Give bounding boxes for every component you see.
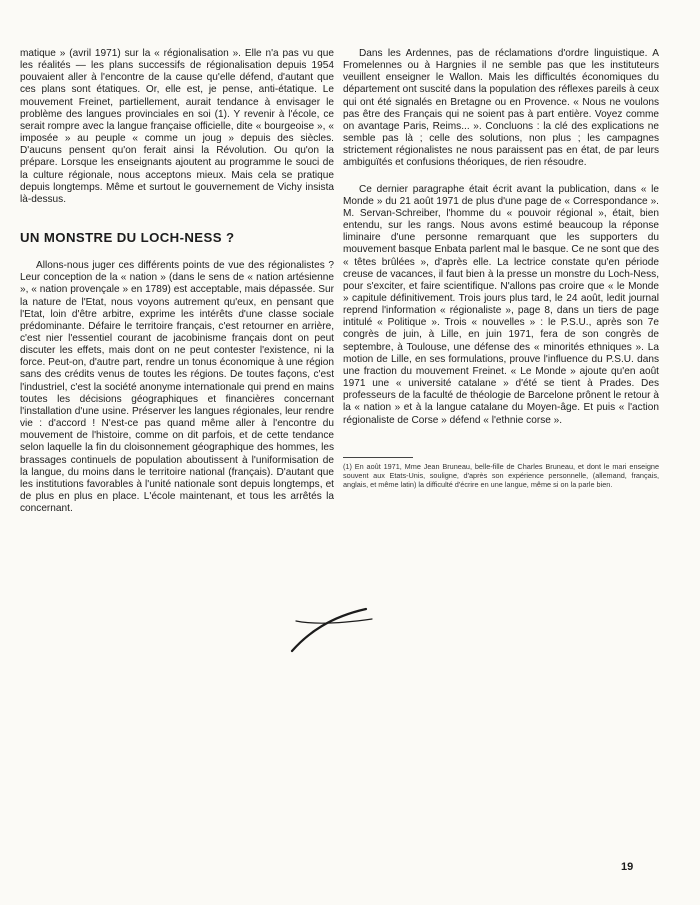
paragraph-spacer <box>343 170 659 184</box>
left-column <box>20 48 334 515</box>
footnote-rule <box>343 457 413 458</box>
footnote-spacer <box>343 427 659 457</box>
monde-paragraph: Ce dernier paragraphe était écrit avant la publication, dans « le Monde » du 21 août 1971 de plus d'une page de « Correspondance ». M. Servan-Schreiber, l'homme du « pouvoir régional », était, bien entendu, sur les rangs. Nous avons estimé beaucoup la réponse liminaire d'une personne remarquant que les supporters du mouvement basque Enbata parlent mal le basque. Ce ne sont que des « têtes brûlées », d'après elle. La lectrice constate qu'en période creuse de vacances, il faut bien à la presse un monstre du Loch-Ness, pour s'exciter, et faire scientifique. N'allons pas croire que « le Monde » capitule définitivement. Trois jours plus tard, le 24 août, ledit journal reprend l'information « régionaliste », page 8, dans un tiers de page intitulé « Politique ». Trois « nouvelles » : le P.S.U., après son 7e congrès de juin, à Lille, en juin 1971, fera de son congrès de septembre, à Toulouse, une défense des « minorités ethniques ». La motion de Lille, en ses formulations, prouve l'influence du P.S.U. dans une fraction du mouvement Freinet. « Le Monde » ajoute qu'en août 1971 une « université catalane » d'été se tient à Prades. Des professeurs de la faculté de théologie de Barcelone prônent le retour à la « nation » et à la langue catalane du Moyen-âge. Et puis « l'action régionaliste de Corse » défend « l'ethnie corse ». <box>343 183 659 426</box>
section-spacer <box>20 206 334 230</box>
page-number: 19 <box>621 861 634 873</box>
body-paragraph: Allons-nous juger ces différents points de vue des régionalistes ? Leur conception de la « nation » (dans le sens de « nation artésienne », « nation provençale » en 1789) est acceptable, mais dépassée. Sur la nature de l'Etat, nous voyons autrement qu'eux, en pensant que l'Etat, loin d'être arbitre, exprime les intérêts d'une classe sociale prédominante. Défaire le territoire français, c'est retourner en arrière, c'est nier l'essentiel courant de jacobinisme français dont on peut discuter les effets, mais dont on ne peut contester l'existence, ni la force. Peut-on, d'autre part, rendre un tonus économique à une région sans des crédits venus de toutes les régions. De toutes façons, c'est l'industriel, c'est la société anonyme internationale qui prend en mains toutes les décisions géographiques et financières concernant l'installation d'une usine. Préserver les langues régionales, leur rendre vie : d'accord ! N'est-ce pas quand même aller à l'encontre du mouvement de l'histoire, comme on dit parfois, et de cette tendance selon laquelle la fin du cloisonnement géographique des hommes, les brassages continuels de population aboutissent à l'uniformisation de la langue, du moins dans le territoire national (français). D'autant que les institutions favorables à l'unité nationale sont depuis longtemps, et de plus en plus en place. L'école maintenant, et tous les arrêtés la concernant. <box>20 260 334 515</box>
ardennes-paragraph: Dans les Ardennes, pas de réclamations d'ordre linguistique. A Fromelennes ou à Hargnies il ne semble pas que les instituteurs veuillent enseigner le Wallon. Mais les difficultés économiques du département ont suscité dans la population des réflexes pareils à ceux qui ont été signalés en Bretagne ou en Provence. « Nous ne voulons pas être des Français qui ne soient pas à part entière. Voyez comme on avantage Paris, Reims... ». Concluons : la clé des explications ne semble pas là ; celle des solutions, non plus ; les campagnes strictement régionalistes ne nous paraissent pas en état, de par leurs ambiguïtés et confusions théoriques, de rien résoudre. <box>343 48 659 169</box>
swash-ornament-icon <box>286 605 376 655</box>
heading-spacer <box>20 246 334 260</box>
section-heading: UN MONSTRE DU LOCH-NESS ? <box>20 230 235 246</box>
intro-paragraph: matique » (avril 1971) sur la « régionalisation ». Elle n'a pas vu que les réalités — les plans successifs de régionalisation depuis 1954 pouvaient aller à l'encontre de la cause qu'elle défend, d'autant que ces plans sont étatiques. Or, elle est, je pense, anti-étatique. Le mouvement Freinet, partiellement, aurait tendance à envisager le problème des langues provinciales en soi (1). Y revenir à l'école, ce serait rompre avec la langue française officielle, dite « bourgeoise », « imposée » au peuple « comme un joug » depuis des siècles. D'aucuns pensent qu'on ferait ainsi la Révolution. Ou qu'on la prépare. Lorsque les enseignants ajoutent au programme le souci de la culture régionale, nous acceptons mieux. Mais cela se pratique depuis longtemps. Même et surtout le gouvernement de Vichy insista là-dessus. <box>20 48 334 205</box>
right-column <box>343 48 659 489</box>
footnote: (1) En août 1971, Mme Jean Bruneau, belle-fille de Charles Bruneau, et dont le mari enseigne souvent aux Etats-Unis, souligne, d'après son expérience personnelle, (allemand, français, anglais, et même latin) la difficulté d'écrire en une langue, même si on la parle bien. <box>343 461 659 489</box>
